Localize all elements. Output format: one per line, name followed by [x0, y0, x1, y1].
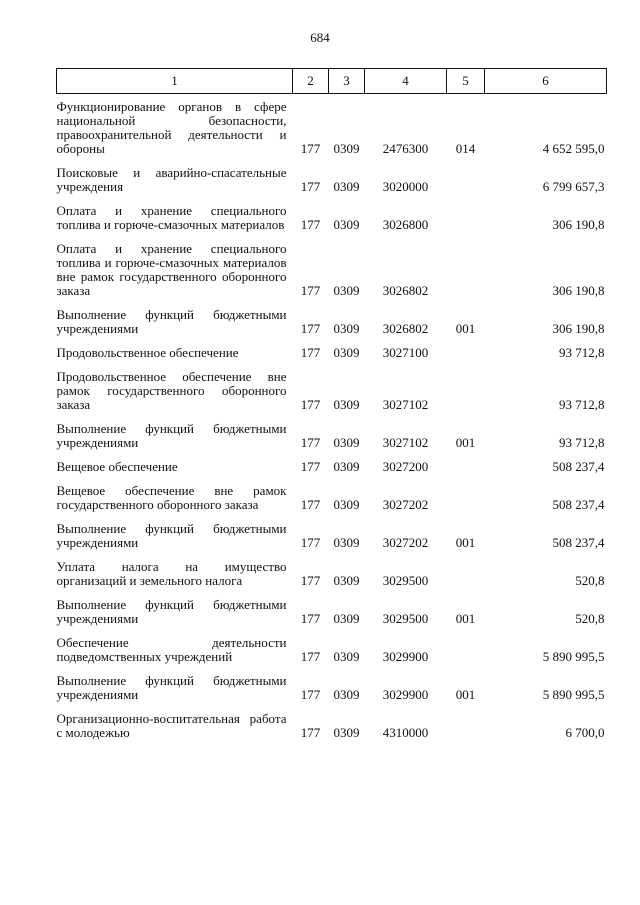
line-item-name: Выполнение функций бюджетными учреждениями	[56, 597, 287, 626]
expense-type-code	[447, 450, 485, 474]
target-article-code: 3026800	[382, 217, 429, 232]
column-header-5: 5	[447, 69, 485, 94]
expense-type-code	[447, 474, 485, 512]
column-header-6: 6	[485, 69, 607, 94]
expense-type-code	[447, 360, 485, 412]
ministry-code: 177	[300, 725, 321, 740]
ministry-code: 177	[300, 497, 321, 512]
expense-type-code: 001	[455, 535, 476, 550]
expense-type-code	[447, 336, 485, 360]
target-article-code: 3027202	[382, 535, 429, 550]
amount: 5 890 995,5	[542, 649, 605, 664]
ministry-code: 177	[300, 611, 321, 626]
table-row	[57, 336, 607, 360]
target-article-code: 3029900	[382, 649, 429, 664]
target-article-code: 3027102	[382, 397, 429, 412]
section-code: 0309	[333, 725, 360, 740]
line-item-name: Оплата и хранение специального топлива и горюче-смазочных материалов	[56, 203, 287, 232]
target-article-code: 4310000	[382, 725, 429, 740]
target-article-code: 3027202	[382, 497, 429, 512]
amount: 508 237,4	[552, 459, 605, 474]
section-code: 0309	[333, 459, 360, 474]
line-item-name: Вещевое обеспечение	[56, 459, 178, 474]
section-code: 0309	[333, 141, 360, 156]
section-code: 0309	[333, 217, 360, 232]
table-row	[57, 194, 607, 232]
ministry-code: 177	[300, 459, 321, 474]
target-article-code: 3027100	[382, 345, 429, 360]
section-code: 0309	[333, 573, 360, 588]
section-code: 0309	[333, 435, 360, 450]
table-row	[57, 550, 607, 588]
expense-type-code	[447, 626, 485, 664]
line-item-name: Выполнение функций бюджетными учреждениями	[56, 307, 287, 336]
amount: 306 190,8	[552, 217, 605, 232]
table-row	[57, 702, 607, 740]
table-row	[57, 474, 607, 512]
section-code: 0309	[333, 345, 360, 360]
section-code: 0309	[333, 283, 360, 298]
column-header-2: 2	[293, 69, 329, 94]
table-row	[57, 664, 607, 702]
target-article-code: 3020000	[382, 179, 429, 194]
line-item-name: Выполнение функций бюджетными учреждениями	[56, 673, 287, 702]
line-item-name: Поисковые и аварийно-спасательные учреждения	[56, 165, 287, 194]
line-item-name: Уплата налога на имущество организаций и земельного налога	[56, 559, 287, 588]
amount: 508 237,4	[552, 535, 605, 550]
line-item-name: Продовольственное обеспечение	[56, 345, 239, 360]
expense-type-code	[447, 550, 485, 588]
column-header-4: 4	[365, 69, 447, 94]
table-row	[57, 412, 607, 450]
amount: 5 890 995,5	[542, 687, 605, 702]
expense-type-code	[447, 232, 485, 298]
ministry-code: 177	[300, 573, 321, 588]
line-item-name: Функционирование органов в сфере национальной безопасности, правоохранительной деятельности и обороны	[56, 99, 287, 156]
table-row	[57, 298, 607, 336]
ministry-code: 177	[300, 435, 321, 450]
ministry-code: 177	[300, 283, 321, 298]
ministry-code: 177	[300, 321, 321, 336]
line-item-name: Продовольственное обеспечение вне рамок государственного оборонного заказа	[56, 369, 287, 412]
expense-type-code	[447, 194, 485, 232]
ministry-code: 177	[300, 141, 321, 156]
ministry-code: 177	[300, 345, 321, 360]
ministry-code: 177	[300, 535, 321, 550]
section-code: 0309	[333, 397, 360, 412]
page-number: 684	[310, 30, 330, 45]
budget-table	[56, 68, 607, 740]
amount: 4 652 595,0	[542, 141, 605, 156]
amount: 520,8	[575, 611, 605, 626]
table-row	[57, 512, 607, 550]
column-header-1: 1	[57, 69, 293, 94]
ministry-code: 177	[300, 397, 321, 412]
target-article-code: 3027102	[382, 435, 429, 450]
section-code: 0309	[333, 321, 360, 336]
section-code: 0309	[333, 535, 360, 550]
expense-type-code: 001	[455, 435, 476, 450]
ministry-code: 177	[300, 179, 321, 194]
table-row	[57, 156, 607, 194]
column-header-3: 3	[329, 69, 365, 94]
ministry-code: 177	[300, 217, 321, 232]
target-article-code: 2476300	[382, 141, 429, 156]
target-article-code: 3029500	[382, 611, 429, 626]
section-code: 0309	[333, 687, 360, 702]
table-row	[57, 94, 607, 157]
line-item-name: Организационно-воспитательная работа с молодежью	[56, 711, 287, 740]
line-item-name: Выполнение функций бюджетными учреждениями	[56, 521, 287, 550]
section-code: 0309	[333, 497, 360, 512]
line-item-name: Вещевое обеспечение вне рамок государственного оборонного заказа	[56, 483, 287, 512]
table-row	[57, 232, 607, 298]
ministry-code: 177	[300, 687, 321, 702]
target-article-code: 3027200	[382, 459, 429, 474]
table-row	[57, 626, 607, 664]
table-body	[57, 94, 607, 741]
table-row	[57, 360, 607, 412]
table-row	[57, 450, 607, 474]
section-code: 0309	[333, 649, 360, 664]
ministry-code: 177	[300, 649, 321, 664]
line-item-name: Оплата и хранение специального топлива и горюче-смазочных материалов вне рамок государственного оборонного заказа	[56, 241, 287, 298]
expense-type-code	[447, 156, 485, 194]
target-article-code: 3026802	[382, 321, 429, 336]
target-article-code: 3029500	[382, 573, 429, 588]
section-code: 0309	[333, 611, 360, 626]
amount: 93 712,8	[559, 345, 605, 360]
header-row	[57, 69, 607, 94]
amount: 520,8	[575, 573, 605, 588]
expense-type-code	[447, 702, 485, 740]
line-item-name: Выполнение функций бюджетными учреждениями	[56, 421, 287, 450]
target-article-code: 3026802	[382, 283, 429, 298]
expense-type-code: 014	[455, 141, 476, 156]
line-item-name: Обеспечение деятельности подведомственных учреждений	[56, 635, 287, 664]
amount: 93 712,8	[559, 397, 605, 412]
amount: 93 712,8	[559, 435, 605, 450]
amount: 306 190,8	[552, 283, 605, 298]
target-article-code: 3029900	[382, 687, 429, 702]
amount: 508 237,4	[552, 497, 605, 512]
expense-type-code: 001	[455, 687, 476, 702]
table-row	[57, 588, 607, 626]
expense-type-code: 001	[455, 321, 476, 336]
expense-type-code: 001	[455, 611, 476, 626]
amount: 6 799 657,3	[542, 179, 605, 194]
amount: 306 190,8	[552, 321, 605, 336]
amount: 6 700,0	[565, 725, 605, 740]
section-code: 0309	[333, 179, 360, 194]
